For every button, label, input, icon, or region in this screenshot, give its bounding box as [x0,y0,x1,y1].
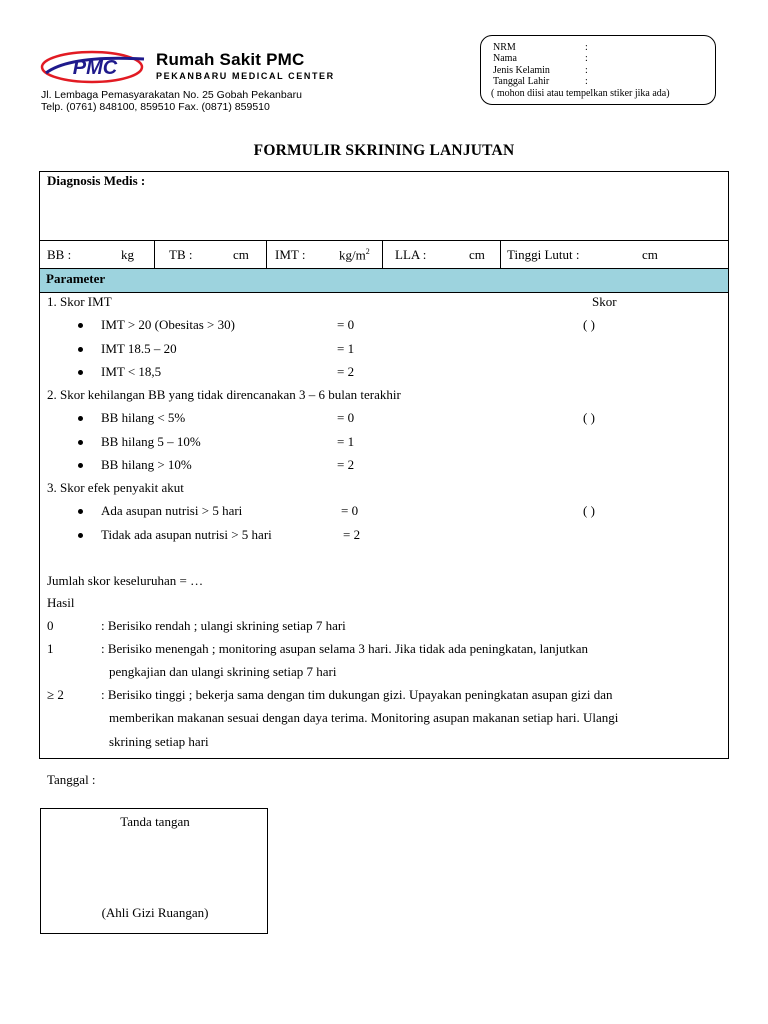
lla-label: LLA : [395,247,427,262]
signature-role: (Ahli Gizi Ruangan) [101,905,209,920]
lla-unit: cm [469,247,485,262]
tanggal-label[interactable]: Tanggal : [47,772,96,787]
result-text: : Berisiko rendah ; ulangi skrining setiap 7 hari [101,618,346,633]
colon: : [585,53,588,64]
bullet-icon [78,440,83,445]
colon: : [585,76,588,87]
bullet-icon [78,323,83,328]
result-key: 1 [47,641,54,656]
measurement-row [39,240,729,269]
logo-text: PMC [72,57,118,79]
org-subtitle: PEKANBARU MEDICAL CENTER [156,71,335,81]
org-address [41,89,302,113]
criteria-label: IMT > 20 (Obesitas > 30) [101,317,235,332]
colon: : [585,65,588,76]
imt-unit: $kg/m^2$ [339,247,370,263]
bullet-icon [78,370,83,375]
field-tanggal-lahir: Tanggal Lahir [493,76,550,87]
skor-input[interactable]: ( ) [583,503,595,518]
field-jenis-kelamin: Jenis Kelamin [493,65,550,76]
field-nama: Nama [493,53,517,64]
bullet-icon [78,533,83,538]
signature-title: Tanda tangan [120,814,190,829]
criteria-score: = 0 [337,317,355,332]
hospital-logo [40,47,148,87]
bullet-icon [78,347,83,352]
hasil-label: Hasil [47,595,75,610]
bb-label: BB : [47,247,72,262]
parameter-header [40,269,728,293]
criteria-label: Tidak ada asupan nutrisi > 5 hari [101,527,272,542]
tb-label: TB : [169,247,193,262]
criteria-label: IMT < 18,5 [101,364,162,379]
criteria-score: = 1 [337,341,355,356]
phone-line: Telp. (0761) 848100, 859510 Fax. (0871) 859510 [41,101,270,113]
bb-unit: kg [121,247,134,262]
bullet-icon [78,463,83,468]
result-key: ≥ 2 [47,687,64,702]
field-nrm: NRM [493,42,516,53]
tb-unit: cm [233,247,249,262]
org-name: Rumah Sakit PMC [156,50,305,69]
address-line: Jl. Lembaga Pemasyarakatan No. 25 Gobah Pekanbaru [41,89,302,101]
criteria-label: Ada asupan nutrisi > 5 hari [101,503,243,518]
section-heading: 1. Skor IMT [47,294,112,309]
colon: : [585,42,588,53]
result-text: skrining setiap hari [109,734,209,749]
skor-header: Skor [592,294,617,309]
result-key: 0 [47,618,54,633]
parameter-label: Parameter [46,271,106,286]
imt-label: IMT : [275,247,306,262]
skor-input[interactable]: ( ) [583,317,595,332]
tinggi-lutut-unit: cm [642,247,658,262]
result-text: : Berisiko tinggi ; bekerja sama dengan tim dukungan gizi. Upayakan peningkatan asupan gizi dan [101,687,613,702]
result-text: pengkajian dan ulangi skrining setiap 7 hari [109,664,337,679]
criteria-label: IMT 18.5 – 20 [101,341,177,356]
section-heading: 2. Skor kehilangan BB yang tidak direncanakan 3 – 6 bulan terakhir [47,387,401,402]
criteria-score: = 2 [337,364,355,379]
result-text: : Berisiko menengah ; monitoring asupan selama 3 hari. Jika tidak ada peningkatan, lanjutkan [101,641,589,656]
criteria-score: = 0 [337,410,355,425]
skor-input[interactable]: ( ) [583,410,595,425]
criteria-score: = 0 [341,503,359,518]
bullet-icon [78,509,83,514]
total-score-line[interactable]: Jumlah skor keseluruhan = … [47,573,204,588]
result-text: memberikan makanan sesuai dengan daya terima. Monitoring asupan makanan setiap hari. Ulangi [109,710,619,725]
criteria-label: BB hilang < 5% [101,410,186,425]
diagnosis-label: Diagnosis Medis : [47,173,146,188]
section-heading: 3. Skor efek penyakit akut [47,480,184,495]
tinggi-lutut-label: Tinggi Lutut : [507,247,580,262]
criteria-score: = 1 [337,434,355,449]
criteria-score: = 2 [343,527,361,542]
form-title: FORMULIR SKRINING LANJUTAN [253,142,515,159]
criteria-label: BB hilang > 10% [101,457,192,472]
signature-box[interactable] [40,808,268,934]
patient-id-box [480,35,716,105]
patient-box-note: ( mohon diisi atau tempelkan stiker jika ada) [491,88,670,99]
criteria-label: BB hilang 5 – 10% [101,434,201,449]
criteria-score: = 2 [337,457,355,472]
bullet-icon [78,416,83,421]
